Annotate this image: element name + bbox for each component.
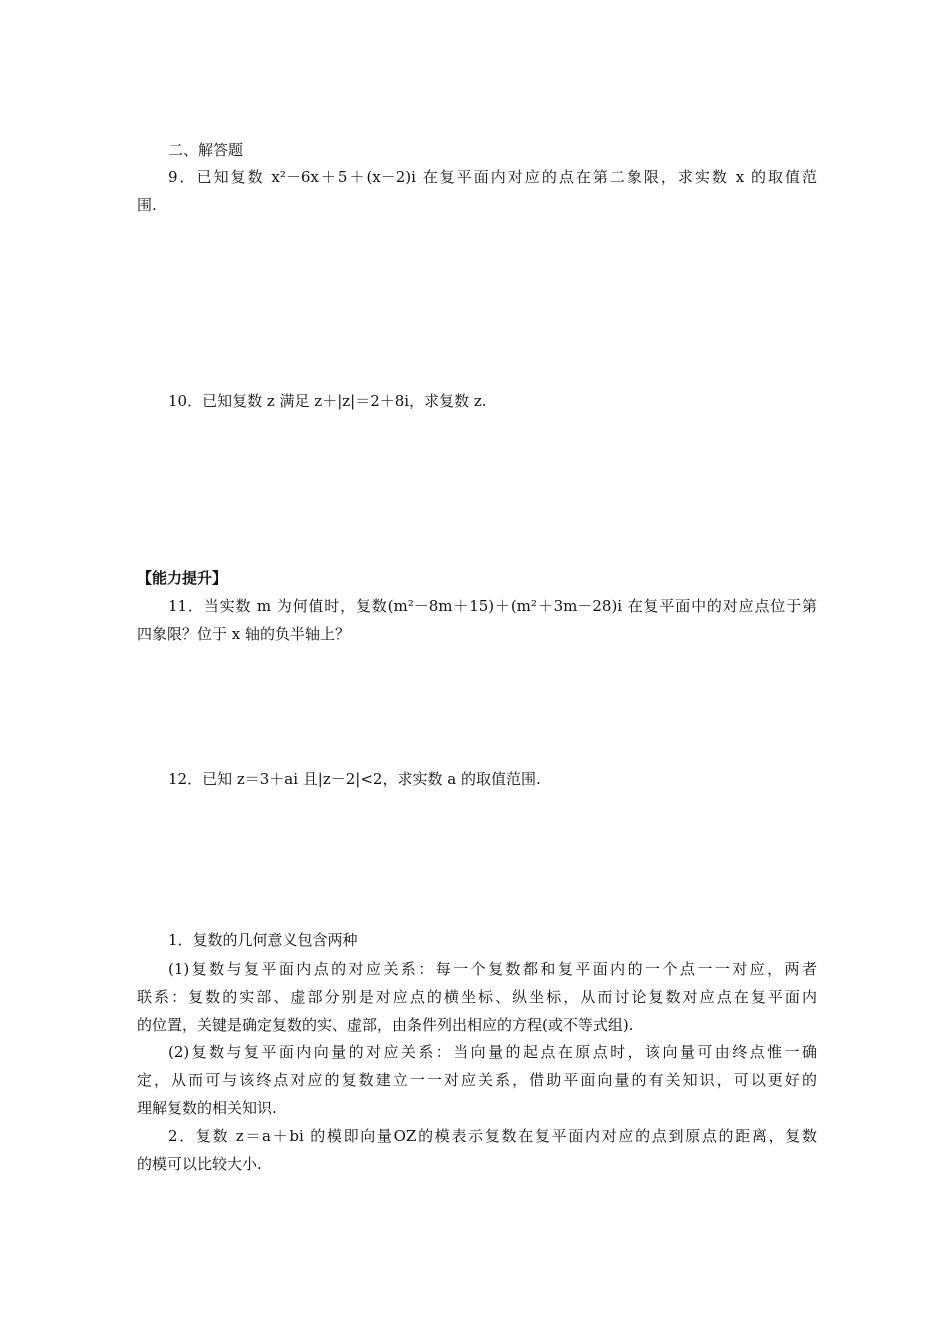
question-10-line-1: 10．已知复数 z 满足 z＋|z|＝2＋8i，求复数 z. (168, 392, 487, 410)
summary-paragraph-2-line-1: (1)复数与复平面内点的对应关系：每一个复数都和复平面内的一个点一一对应，两者 (168, 960, 817, 978)
summary-paragraph-2-line-2: 联系：复数的实部、虚部分别是对应点的横坐标、纵坐标，从而讨论复数对应点在复平面内 (137, 988, 817, 1006)
summary-paragraph-4-line-1: 2．复数 z＝a＋bi 的模即向量OZ的模表示复数在复平面内对应的点到原点的距离，复数 (168, 1127, 817, 1145)
summary-paragraph-4-line-2: 的模可以比较大小. (137, 1155, 262, 1173)
summary-paragraph-3-line-3: 理解复数的相关知识. (137, 1099, 277, 1117)
summary-paragraph-3-line-1: (2)复数与复平面内向量的对应关系：当向量的起点在原点时，该向量可由终点惟一确 (168, 1043, 817, 1061)
question-11-line-1: 11．当实数 m 为何值时，复数(m²－8m＋15)＋(m²＋3m－28)i 在复平面中的对应点位于第 (168, 597, 817, 615)
ability-heading: 【能力提升】 (137, 569, 228, 587)
section-heading: 二、解答题 (168, 141, 244, 159)
summary-paragraph-1: 1．复数的几何意义包含两种 (168, 931, 358, 949)
summary-paragraph-3-line-2: 定，从而可与该终点对应的复数建立一一对应关系，借助平面向量的有关知识，可以更好的 (137, 1071, 817, 1089)
question-11-line-2: 四象限？位于 x 轴的负半轴上？ (137, 625, 350, 643)
summary-paragraph-2-line-3: 的位置，关键是确定复数的实、虚部，由条件列出相应的方程(或不等式组). (137, 1016, 634, 1034)
question-9-line-2: 围. (137, 196, 157, 214)
question-9-line-1: 9．已知复数 x²－6x＋5＋(x－2)i 在复平面内对应的点在第二象限，求实数 x 的取值范 (168, 168, 817, 186)
question-12-line-1: 12．已知 z＝3＋ai 且|z－2|<2，求实数 a 的取值范围. (168, 770, 541, 788)
